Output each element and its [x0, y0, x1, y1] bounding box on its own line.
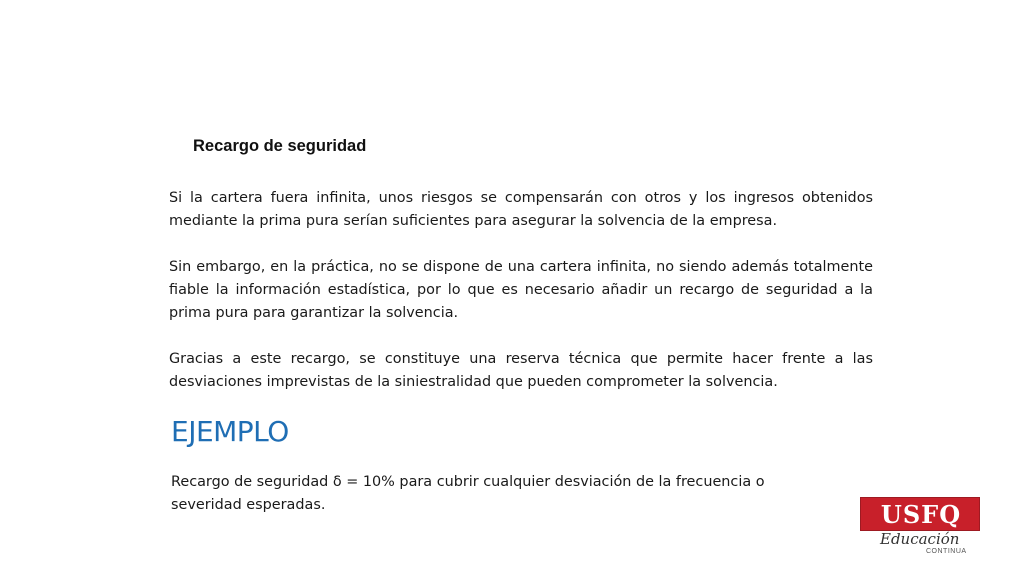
paragraph-technical-reserve: Gracias a este recargo, se constituye una reserva técnica que permite hacer frente a las desviaciones imprevistas de la siniestralidad que pueden comprometer la solvencia. — [169, 351, 873, 390]
example-text: Recargo de seguridad δ = 10% para cubrir cualquier desviación de la frecuencia o severidad esperadas. — [171, 474, 765, 513]
paragraph-infinite-portfolio: Si la cartera fuera infinita, unos riesgos se compensarán con otros y los ingresos obtenidos mediante la prima pura serían suficientes para asegurar la solvencia de la empresa. — [169, 190, 873, 229]
logo-name: USFQ — [880, 500, 962, 529]
usfq-logo — [860, 497, 980, 559]
logo-box — [860, 497, 980, 531]
logo-subtitle: Educación — [880, 530, 960, 548]
logo-subtitle-continua: CONTINUA — [926, 548, 967, 555]
page-title: Recargo de seguridad — [193, 137, 367, 155]
example-title: EJEMPLO — [171, 415, 289, 448]
paragraph-safety-loading: Sin embargo, en la práctica, no se dispone de una cartera infinita, no siendo además totalmente fiable la información estadística, por lo que es necesario añadir un recargo de seguridad a la prima pura para garantizar la solvencia. — [169, 259, 873, 321]
